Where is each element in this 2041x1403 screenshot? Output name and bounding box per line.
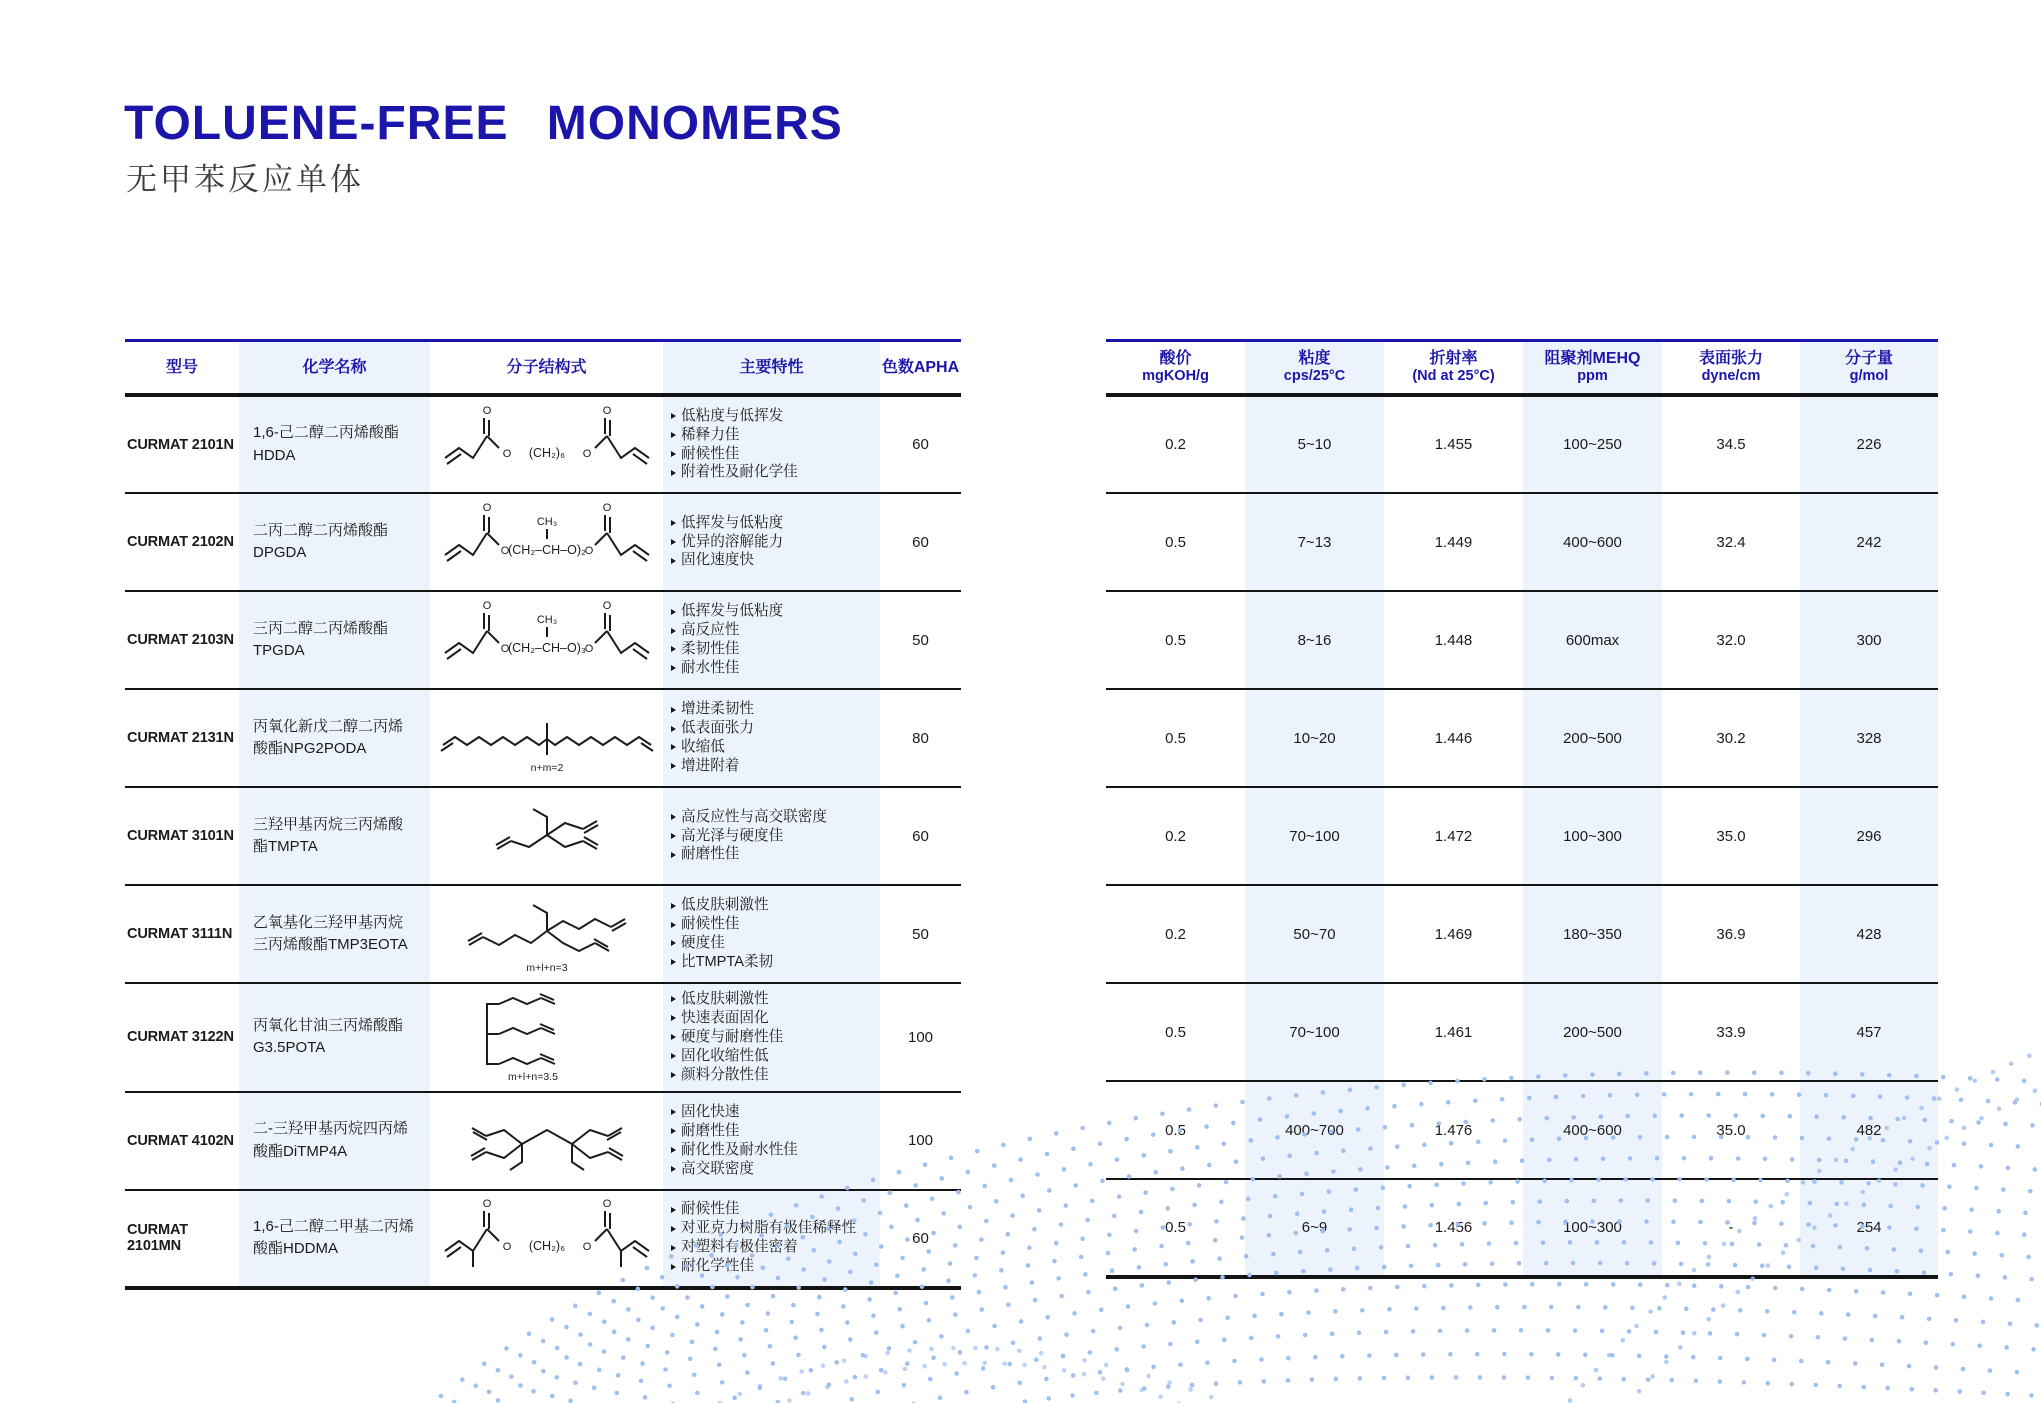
bullet-icon [671, 1128, 676, 1134]
table-row [125, 885, 961, 983]
molecular-structure-cell [430, 591, 663, 689]
molecular-structure-cell [430, 787, 663, 885]
svg-text:O: O [602, 600, 611, 612]
refractive-index-cell: 1.461 [1434, 1023, 1473, 1041]
structure-diacrylate-image [436, 402, 658, 488]
svg-text:O: O [502, 1241, 511, 1254]
viscosity-cell: 70~100 [1289, 827, 1340, 845]
table-row [125, 689, 961, 787]
molecular-weight-cell: 457 [1856, 1023, 1882, 1041]
mehq-cell: 100~300 [1563, 827, 1622, 845]
chemical-name-cell: 1,6-己二醇二甲基二丙烯 酸酯HDDMA [253, 1217, 414, 1258]
chemical-name-cell: 二-三羟甲基丙烷四丙烯 酸酯DiTMP4A [253, 1120, 408, 1160]
features-cell: 低挥发与低粘度 高反应性 柔韧性佳 耐水性佳 [663, 591, 880, 689]
monomer-description-table [125, 339, 961, 1290]
structure-diacrylate-image [436, 597, 658, 683]
bullet-icon [671, 1226, 676, 1232]
col-header-acid-value: 酸价 mgKOH/g [1142, 350, 1209, 385]
physical-properties-table [1106, 339, 1938, 1279]
viscosity-cell: 5~10 [1297, 436, 1332, 453]
table-row [125, 1092, 961, 1190]
bullet-icon [671, 1207, 676, 1213]
refractive-index-cell: 1.449 [1434, 533, 1473, 551]
col-header-viscosity: 粘度 cps/25°C [1283, 350, 1346, 385]
bullet-icon [671, 763, 676, 769]
svg-text:O: O [482, 502, 491, 514]
refractive-index-cell: 1.446 [1434, 729, 1473, 747]
svg-text:O: O [602, 404, 611, 417]
mehq-cell: 600max [1565, 631, 1620, 649]
bullet-icon [671, 1166, 676, 1172]
svg-text:(CH₂–CH–O)₂: (CH₂–CH–O)₂ [507, 543, 586, 557]
mehq-cell: 400~600 [1563, 533, 1622, 551]
table-row [1106, 493, 1938, 591]
viscosity-cell: 70~100 [1289, 1023, 1340, 1041]
svg-text:m+l+n=3: m+l+n=3 [525, 962, 568, 974]
apha-cell: 60 [912, 533, 929, 551]
col-header-inhibitor-mehq: 阻聚剂MEHQ ppm [1544, 350, 1641, 385]
acid-value-cell: 0.5 [1165, 533, 1186, 551]
apha-cell: 50 [912, 925, 929, 943]
svg-text:CH₃: CH₃ [536, 516, 557, 528]
model-cell: CURMAT 4102N [127, 1132, 234, 1149]
molecular-structure-cell [430, 1190, 663, 1288]
header-row [1106, 341, 1938, 396]
bullet-icon [671, 470, 676, 476]
svg-text:O: O [602, 502, 611, 514]
bullet-icon [671, 558, 676, 564]
bullet-icon [671, 1264, 676, 1270]
table-row [1106, 591, 1938, 689]
bullet-icon [671, 1015, 676, 1021]
molecular-weight-cell: 328 [1856, 729, 1882, 747]
structure-dimethacrylate-image [436, 1195, 658, 1281]
svg-text:O: O [500, 643, 509, 655]
apha-cell: 60 [912, 827, 929, 845]
table-row [1106, 689, 1938, 787]
surface-tension-cell: 34.5 [1716, 436, 1746, 453]
col-header-apha: 色数APHA [881, 358, 960, 376]
surface-tension-cell: 30.2 [1716, 729, 1746, 747]
apha-cell: 80 [912, 729, 929, 747]
features-cell: 低粘度与低挥发 稀释力佳 耐候性佳 附着性及耐化学佳 [663, 395, 880, 493]
refractive-index-cell: 1.448 [1434, 631, 1473, 649]
bullet-icon [671, 432, 676, 438]
bullet-icon [671, 628, 676, 634]
structure-diacrylate-image [436, 499, 658, 585]
molecular-weight-cell: 226 [1856, 436, 1882, 453]
model-cell: CURMAT 2102N [127, 534, 234, 550]
table-row [1106, 885, 1938, 983]
molecular-weight-cell: 254 [1856, 1219, 1882, 1236]
svg-text:(CH₂)₆: (CH₂)₆ [528, 445, 565, 460]
molecular-weight-cell: 482 [1856, 1121, 1882, 1139]
molecular-weight-cell: 242 [1856, 533, 1882, 551]
svg-text:O: O [582, 447, 591, 460]
svg-text:n+m=2: n+m=2 [530, 762, 563, 774]
features-cell: 高反应性与高交联密度 高光泽与硬度佳 耐磨性佳 [663, 787, 880, 885]
features-cell: 低皮肤刺激性 耐候性佳 硬度佳 比TMPTA柔韧 [663, 885, 880, 983]
features-cell: 耐候性佳 对亚克力树脂有极佳稀释性 对塑料有极佳密着 耐化学性佳 [663, 1190, 880, 1288]
surface-tension-cell: 35.0 [1716, 827, 1746, 845]
model-cell: CURMAT 3101N [127, 828, 234, 844]
table-row [1106, 983, 1938, 1081]
bullet-icon [671, 451, 676, 457]
surface-tension-cell: 32.4 [1716, 533, 1746, 551]
chemical-name-cell: 1,6-己二醇二丙烯酸酯 HDDA [253, 424, 399, 464]
model-cell: CURMAT 3111N [127, 926, 233, 942]
col-header-features: 主要特性 [739, 358, 804, 376]
bullet-icon [671, 413, 676, 419]
svg-text:O: O [602, 1198, 611, 1211]
structure-chain-image [436, 695, 658, 781]
structure-tetraacrylate-image [436, 1098, 658, 1184]
surface-tension-cell: 35.0 [1716, 1121, 1746, 1139]
svg-text:m+l+n=3.5: m+l+n=3.5 [507, 1071, 558, 1084]
refractive-index-cell: 1.472 [1434, 827, 1473, 845]
apha-cell: 60 [912, 1229, 929, 1247]
surface-tension-cell: 32.0 [1716, 631, 1746, 649]
acid-value-cell: 0.2 [1165, 925, 1186, 943]
viscosity-cell: 10~20 [1293, 729, 1336, 747]
apha-cell: 100 [907, 1132, 934, 1150]
acid-value-cell: 0.5 [1165, 729, 1186, 747]
molecular-weight-cell: 300 [1856, 631, 1882, 649]
molecular-structure-cell [430, 493, 663, 591]
refractive-index-cell: 1.455 [1434, 436, 1473, 453]
col-header-refractive-index: 折射率 (Nd at 25°C) [1412, 350, 1495, 385]
bullet-icon [671, 539, 676, 545]
table-row [125, 591, 961, 689]
chemical-name-cell: 三丙二醇二丙烯酸酯 TPGDA [253, 619, 389, 659]
acid-value-cell: 0.5 [1165, 631, 1186, 649]
bullet-icon [671, 833, 676, 839]
bullet-icon [671, 996, 676, 1002]
acid-value-cell: 0.5 [1165, 1121, 1186, 1139]
molecular-structure-cell [430, 1092, 663, 1190]
chemical-name-cell: 丙氧化新戊二醇二丙烯 酸酯NPG2PODA [253, 717, 404, 757]
bullet-icon [671, 940, 676, 946]
bullet-icon [671, 1245, 676, 1251]
bullet-icon [671, 959, 676, 965]
col-header-structure: 分子结构式 [506, 358, 587, 376]
mehq-cell: 400~600 [1563, 1121, 1622, 1139]
acid-value-cell: 0.2 [1165, 827, 1186, 845]
bullet-icon [671, 1072, 676, 1078]
svg-text:O: O [482, 1198, 491, 1211]
svg-text:O: O [584, 643, 593, 655]
apha-cell: 60 [912, 436, 929, 453]
svg-text:(CH₂)₆: (CH₂)₆ [528, 1239, 565, 1254]
mehq-cell: 180~350 [1563, 925, 1622, 943]
viscosity-cell: 7~13 [1297, 533, 1332, 551]
surface-tension-cell: - [1728, 1219, 1734, 1236]
svg-text:O: O [482, 404, 491, 417]
surface-tension-cell: 33.9 [1716, 1023, 1746, 1041]
page-subtitle: 无甲苯反应单体 [126, 162, 364, 197]
table-row [125, 787, 961, 885]
bullet-icon [671, 609, 676, 615]
acid-value-cell: 0.5 [1165, 1219, 1186, 1236]
bullet-icon [671, 903, 676, 909]
bullet-icon [671, 707, 676, 713]
features-cell: 增进柔韧性 低表面张力 收缩低 增进附着 [663, 689, 880, 787]
header-row [125, 341, 961, 396]
viscosity-cell: 8~16 [1297, 631, 1332, 649]
table-row [125, 1190, 961, 1288]
refractive-index-cell: 1.469 [1434, 925, 1473, 943]
refractive-index-cell: 1.476 [1434, 1121, 1473, 1139]
molecular-weight-cell: 296 [1856, 827, 1882, 845]
molecular-structure-cell [430, 885, 663, 983]
col-header-chemical-name: 化学名称 [302, 358, 367, 376]
molecular-structure-cell [430, 983, 663, 1092]
molecular-weight-cell: 428 [1856, 925, 1882, 943]
model-cell: CURMAT 2103N [127, 632, 234, 648]
model-cell: CURMAT 2101MN [127, 1222, 188, 1255]
features-cell: 固化快速 耐磨性佳 耐化性及耐水性佳 高交联密度 [663, 1092, 880, 1190]
page-title: TOLUENE-FREE MONOMERS [124, 97, 843, 150]
refractive-index-cell: 1.456 [1434, 1219, 1473, 1236]
bullet-icon [671, 1109, 676, 1115]
viscosity-cell: 50~70 [1293, 925, 1336, 943]
table-row [125, 395, 961, 493]
bullet-icon [671, 665, 676, 671]
apha-cell: 50 [912, 631, 929, 649]
mehq-cell: 200~500 [1563, 1023, 1622, 1041]
col-header-molecular-weight: 分子量 g/mol [1844, 350, 1893, 385]
bullet-icon [671, 814, 676, 820]
chemical-name-cell: 丙氧化甘油三丙烯酸酯 G3.5POTA [253, 1016, 404, 1057]
bullet-icon [671, 520, 676, 526]
bullet-icon [671, 1053, 676, 1059]
bullet-icon [671, 1147, 676, 1153]
table-row [1106, 1081, 1938, 1179]
svg-text:(CH₂–CH–O)₃: (CH₂–CH–O)₃ [507, 641, 586, 655]
structure-glycerol-triacrylate-image [436, 990, 658, 1084]
surface-tension-cell: 36.9 [1716, 925, 1746, 943]
model-cell: CURMAT 3122N [127, 1029, 234, 1046]
acid-value-cell: 0.5 [1165, 1023, 1186, 1041]
viscosity-cell: 400~700 [1285, 1121, 1344, 1139]
bullet-icon [671, 852, 676, 858]
svg-text:O: O [584, 545, 593, 557]
svg-text:O: O [482, 600, 491, 612]
bullet-icon [671, 726, 676, 732]
model-cell: CURMAT 2131N [127, 730, 234, 746]
mehq-cell: 100~250 [1563, 436, 1622, 453]
col-header-model: 型号 [165, 358, 198, 376]
bullet-icon [671, 646, 676, 652]
features-cell: 低皮肤刺激性 快速表面固化 硬度与耐磨性佳 固化收缩性低 颜料分散性佳 [663, 983, 880, 1092]
table-row [125, 493, 961, 591]
table-row [1106, 395, 1938, 493]
table-row [125, 983, 961, 1092]
chemical-name-cell: 二丙二醇二丙烯酸酯 DPGDA [253, 521, 389, 561]
molecular-structure-cell [430, 689, 663, 787]
table-row [1106, 1179, 1938, 1277]
svg-text:CH₃: CH₃ [536, 614, 557, 626]
svg-text:O: O [500, 545, 509, 557]
viscosity-cell: 6~9 [1301, 1219, 1328, 1236]
structure-ethoxylated-triacrylate-image [436, 891, 658, 977]
table-row [1106, 787, 1938, 885]
mehq-cell: 200~500 [1563, 729, 1622, 747]
chemical-name-cell: 乙氧基化三羟甲基丙烷 三丙烯酸酯TMP3EOTA [253, 913, 408, 953]
chemical-name-cell: 三羟甲基丙烷三丙烯酸 酯TMPTA [253, 815, 404, 855]
bullet-icon [671, 744, 676, 750]
bullet-icon [671, 1034, 676, 1040]
bullet-icon [671, 922, 676, 928]
apha-cell: 100 [907, 1028, 934, 1046]
col-header-surface-tension: 表面张力 dyne/cm [1698, 350, 1763, 385]
model-cell: CURMAT 2101N [127, 436, 234, 453]
svg-text:O: O [582, 1241, 591, 1254]
structure-triacrylate-image [436, 793, 658, 879]
features-cell: 低挥发与低粘度 优异的溶解能力 固化速度快 [663, 493, 880, 591]
svg-text:O: O [502, 447, 511, 460]
molecular-structure-cell [430, 395, 663, 493]
mehq-cell: 100~300 [1563, 1219, 1622, 1236]
acid-value-cell: 0.2 [1165, 436, 1186, 453]
